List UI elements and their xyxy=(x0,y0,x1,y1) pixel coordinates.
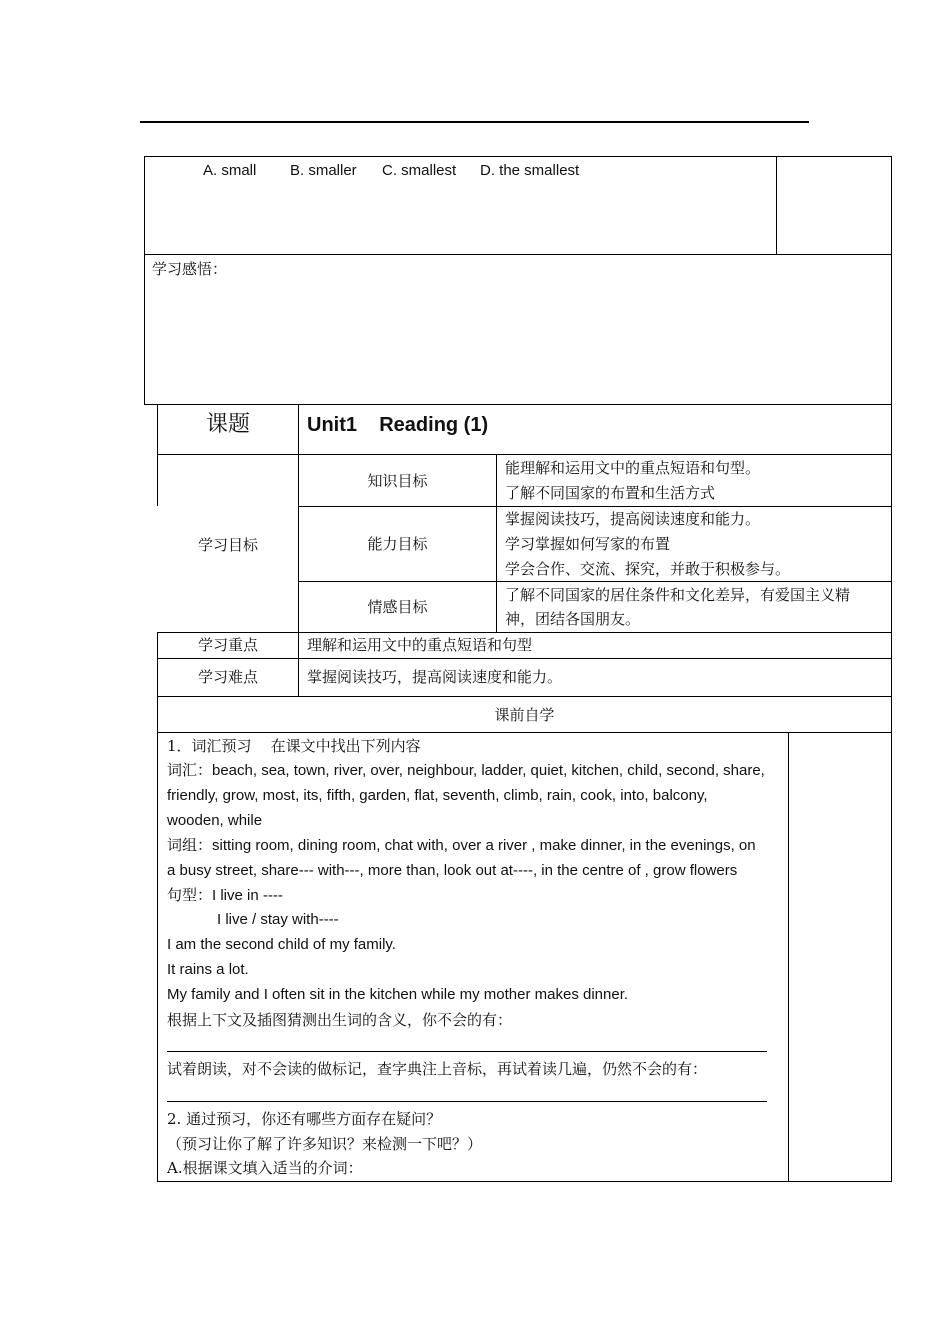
option-b: B. smaller xyxy=(290,162,357,179)
phrase-line-1: 词组：sitting room, dining room, chat with, over a river , make dinner, in the evenings, on xyxy=(167,837,756,854)
reflection-box xyxy=(144,254,892,405)
self-study-header: 课前自学 xyxy=(494,706,555,724)
goal-knowledge-line-2: 了解不同国家的布置和生活方式 xyxy=(505,484,716,502)
vocab-line-2: friendly, grow, most, its, fifth, garden, flat, seventh, climb, rain, cook, into, balcony, xyxy=(167,787,708,804)
read-prompt: 试着朗读，对不会读的做标记，查字典注上音标，再试着读几遍，仍然不会的有： xyxy=(167,1060,708,1078)
goal-ability-line-3: 学会合作、交流、探究，并敢于积极参与。 xyxy=(505,560,791,578)
header-rule xyxy=(140,121,809,123)
option-a: A. small xyxy=(203,162,257,179)
vocab-line-3: wooden, while xyxy=(167,812,263,829)
goal-type-knowledge: 知识目标 xyxy=(367,472,428,490)
key-points-text: 理解和运用文中的重点短语和句型 xyxy=(307,636,533,654)
vocab-line-1: 词汇：beach, sea, town, river, over, neighbour, ladder, quiet, kitchen, child, second, share, xyxy=(167,762,765,779)
sentence-line-5: My family and I often sit in the kitchen while my mother makes dinner. xyxy=(167,986,629,1003)
guess-answer-line[interactable] xyxy=(167,1051,767,1052)
goals-label: 学习目标 xyxy=(197,536,258,554)
option-d: D. the smallest xyxy=(480,162,580,179)
prev-question-divider xyxy=(776,156,777,255)
reflection-label: 学习感悟： xyxy=(152,260,228,278)
goal-knowledge-line-1: 能理解和运用文中的重点短语和句型。 xyxy=(505,459,761,477)
difficulty-label: 学习难点 xyxy=(197,668,258,686)
goals-label-cell-top-border xyxy=(157,454,299,455)
difficulty-text: 掌握阅读技巧，提高阅读速度和能力。 xyxy=(307,668,563,686)
goal-ability-line-2: 学习掌握如何写家的布置 xyxy=(505,535,671,553)
check-note: （预习让你了解了许多知识？来检测一下吧？） xyxy=(167,1135,483,1153)
sentence-line-3: I am the second child of my family. xyxy=(167,936,396,953)
phrase-line-2: a busy street, share--- with---, more than, look out at----, in the centre of , grow flowers xyxy=(167,862,738,879)
key-points-label: 学习重点 xyxy=(197,636,258,654)
read-answer-line[interactable] xyxy=(167,1101,767,1102)
sentence-line-4: It rains a lot. xyxy=(167,961,249,978)
goal-emotion-line-1: 了解不同国家的居住条件和文化差异，有爱国主义精 xyxy=(505,586,851,604)
question-heading: 2. 通过预习，你还有哪些方面存在疑问？ xyxy=(167,1110,442,1128)
topic-label: 课题 xyxy=(205,412,250,437)
goals-label-cell-left-border xyxy=(157,454,158,506)
goal-emotion-line-2: 神，团结各国朋友。 xyxy=(505,610,641,628)
fill-prompt: A.根据课文填入适当的介词： xyxy=(167,1159,363,1177)
goal-type-emotion: 情感目标 xyxy=(367,598,428,616)
goal-ability-line-1: 掌握阅读技巧，提高阅读速度和能力。 xyxy=(505,510,761,528)
topic-title: Unit1 Reading (1) xyxy=(307,414,489,436)
option-c: C. smallest xyxy=(382,162,457,179)
sentence-line-1: 句型：I live in ---- xyxy=(167,887,283,904)
self-study-notes-cell xyxy=(788,732,892,1182)
goal-type-ability: 能力目标 xyxy=(367,535,428,553)
sentence-line-2: I live / stay with---- xyxy=(217,911,339,928)
vocab-heading: 1．词汇预习 在课文中找出下列内容 xyxy=(167,737,421,755)
guess-prompt: 根据上下文及插图猜测出生词的含义，你不会的有： xyxy=(167,1011,513,1029)
